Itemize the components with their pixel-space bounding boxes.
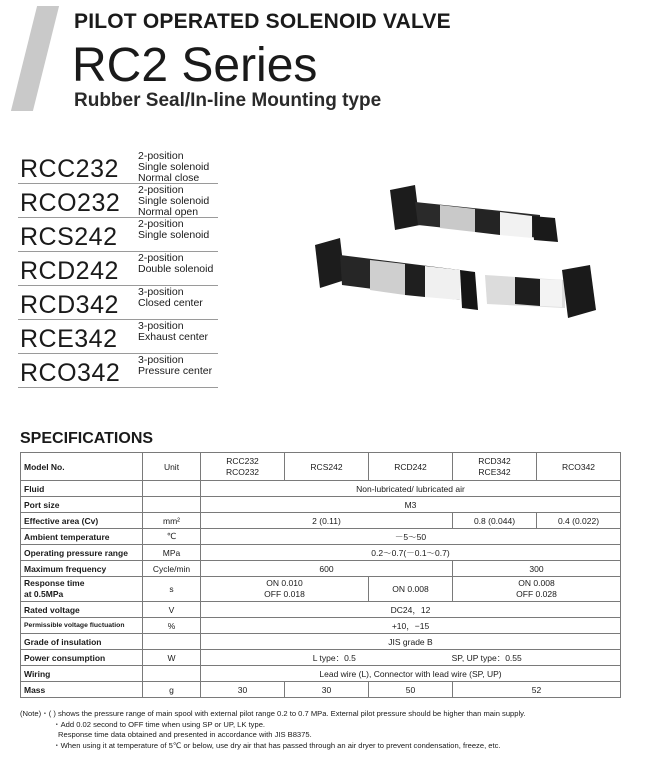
cell-value (453, 577, 621, 602)
header-col2: RCS242 (285, 453, 369, 481)
cell-value: 0.2～0.7(－0.1～0.7) (201, 545, 621, 561)
table-row (21, 634, 621, 650)
model-desc-line: 3-position (138, 354, 184, 366)
row-label: Effective area (Cv) (21, 513, 143, 529)
table-row (21, 529, 621, 545)
row-label: Rated voltage (21, 602, 143, 618)
unit-cell (143, 634, 201, 650)
model-description (138, 321, 220, 343)
model-desc-line: Single solenoid (138, 195, 210, 207)
model-desc-line: 2-position (138, 184, 184, 196)
model-description (138, 355, 220, 377)
specifications-title: SPECIFICATIONS (20, 430, 154, 447)
valve-left (315, 238, 478, 310)
model-desc-line: Double solenoid (138, 263, 214, 275)
model-row (18, 218, 218, 252)
table-row (21, 481, 621, 497)
unit-cell: MPa (143, 545, 201, 561)
model-desc-line: Single solenoid (138, 161, 210, 173)
table-row (21, 497, 621, 513)
model-list (18, 150, 218, 388)
model-name: RCS242 (20, 223, 118, 251)
note-line: (Note)・( ) shows the pressure range of main spool with external pilot range 0.2 to 0.7 MPa. External pilot pressure should be higher than main supply. (20, 709, 526, 718)
cell-value: 600 (201, 561, 453, 577)
table-row (21, 602, 621, 618)
cell-value: JIS grade B (201, 634, 621, 650)
unit-cell: g (143, 682, 201, 698)
value-line: ON 0.010 (266, 578, 303, 588)
row-label (21, 577, 143, 602)
cell-value: Non-lubricated/ lubricated air (201, 481, 621, 497)
model-row (18, 252, 218, 286)
cell-value: 0.8 (0.044) (453, 513, 537, 529)
unit-cell: ℃ (143, 529, 201, 545)
model-row (18, 320, 218, 354)
model-description (138, 253, 220, 275)
mounting-type: Rubber Seal/In-line Mounting type (74, 90, 382, 111)
model-desc-line: Normal close (138, 172, 200, 184)
header-text: RCC232 (226, 455, 259, 466)
unit-cell: s (143, 577, 201, 602)
note-line: ・When using it at temperature of 5℃ or below, use dry air that has passed through an air dryer to prevent condensation, freeze, etc. (53, 740, 501, 750)
row-label: Operating pressure range (21, 545, 143, 561)
valve-product-photo (300, 180, 630, 340)
row-label: Port size (21, 497, 143, 513)
row-label: Fluid (21, 481, 143, 497)
model-desc-line: Normal open (138, 206, 199, 218)
model-name: RCD242 (20, 257, 119, 285)
cell-value: DC24，12 (201, 602, 621, 618)
cell-value (201, 650, 621, 666)
model-row (18, 354, 218, 388)
row-label: Ambient temperature (21, 529, 143, 545)
model-name: RCO232 (20, 189, 121, 217)
header-text: RCD342 (478, 455, 511, 466)
cell-value: +10，−15 (201, 618, 621, 634)
unit-cell: mm² (143, 513, 201, 529)
model-name: RCE342 (20, 325, 118, 353)
table-row (21, 561, 621, 577)
label-line: at 0.5MPa (24, 589, 64, 599)
model-desc-line: Pressure center (138, 365, 213, 377)
cell-value: －5～50 (201, 529, 621, 545)
cell-value (201, 577, 369, 602)
model-description (138, 185, 220, 218)
cell-value: 300 (453, 561, 621, 577)
cell-value: 0.4 (0.022) (537, 513, 621, 529)
model-desc-line: Single solenoid (138, 229, 210, 241)
power-l-type: L type：0.5 (312, 652, 356, 663)
model-desc-line: Exhaust center (138, 331, 209, 343)
header-col1 (201, 453, 285, 481)
valve-right (485, 265, 596, 318)
model-name: RCO342 (20, 359, 121, 387)
unit-cell: Cycle/min (143, 561, 201, 577)
unit-cell: % (143, 618, 201, 634)
cell-value: 2 (0.11) (201, 513, 453, 529)
label-line: Response time (24, 578, 85, 588)
cell-value: Lead wire (L), Connector with lead wire (SP, UP) (201, 666, 621, 682)
row-label: Grade of insulation (21, 634, 143, 650)
table-row (21, 650, 621, 666)
decorative-slash (11, 6, 59, 111)
model-desc-line: 2-position (138, 252, 184, 264)
model-row (18, 184, 218, 218)
cell-value: 30 (285, 682, 369, 698)
cell-value: 50 (369, 682, 453, 698)
model-name: RCD342 (20, 291, 119, 319)
model-description (138, 287, 220, 309)
table-row (21, 682, 621, 698)
header-col4 (453, 453, 537, 481)
model-desc-line: 2-position (138, 150, 184, 162)
model-row (18, 286, 218, 320)
table-row (21, 618, 621, 634)
value-line: OFF 0.028 (516, 589, 557, 599)
unit-cell: W (143, 650, 201, 666)
table-row (21, 666, 621, 682)
header-unit: Unit (143, 453, 201, 481)
header-text: RCO232 (225, 466, 260, 477)
cell-value: 52 (453, 682, 621, 698)
row-label: Permissible voltage fluctuation (21, 618, 143, 634)
row-label: Mass (21, 682, 143, 698)
model-desc-line: 3-position (138, 320, 184, 332)
header-model: Model No. (21, 453, 143, 481)
specifications-table (20, 452, 621, 698)
unit-cell (143, 666, 201, 682)
power-sp-up-type: SP, UP type：0.55 (451, 652, 522, 663)
model-desc-line: Closed center (138, 297, 203, 309)
model-desc-line: 2-position (138, 218, 184, 230)
unit-cell (143, 497, 201, 513)
row-label: Wiring (21, 666, 143, 682)
cell-value: 30 (201, 682, 285, 698)
header-col5: RCO342 (537, 453, 621, 481)
notes (20, 709, 640, 751)
model-description (138, 219, 220, 241)
note-line: ・Add 0.02 second to OFF time when using SP or UP, LK type. (53, 719, 266, 729)
model-desc-line: 3-position (138, 286, 184, 298)
header-text: RCE342 (478, 466, 511, 477)
table-header-row (21, 453, 621, 481)
table-row (21, 545, 621, 561)
value-line: ON 0.008 (518, 578, 555, 588)
cell-value: M3 (201, 497, 621, 513)
table-row (21, 513, 621, 529)
model-description (138, 151, 220, 184)
table-row (21, 577, 621, 602)
valve-top (390, 185, 558, 242)
note-line: Response time data obtained and presented in accordance with JIS B8375. (58, 730, 312, 739)
unit-cell: V (143, 602, 201, 618)
header-col3: RCD242 (369, 453, 453, 481)
unit-cell (143, 481, 201, 497)
series-title: RC2 Series (72, 39, 318, 92)
value-line: OFF 0.018 (264, 589, 305, 599)
header-subtitle: PILOT OPERATED SOLENOID VALVE (74, 10, 451, 33)
model-row (18, 150, 218, 184)
model-name: RCC232 (20, 155, 119, 183)
row-label: Maximum frequency (21, 561, 143, 577)
cell-value: ON 0.008 (369, 577, 453, 602)
row-label: Power consumption (21, 650, 143, 666)
